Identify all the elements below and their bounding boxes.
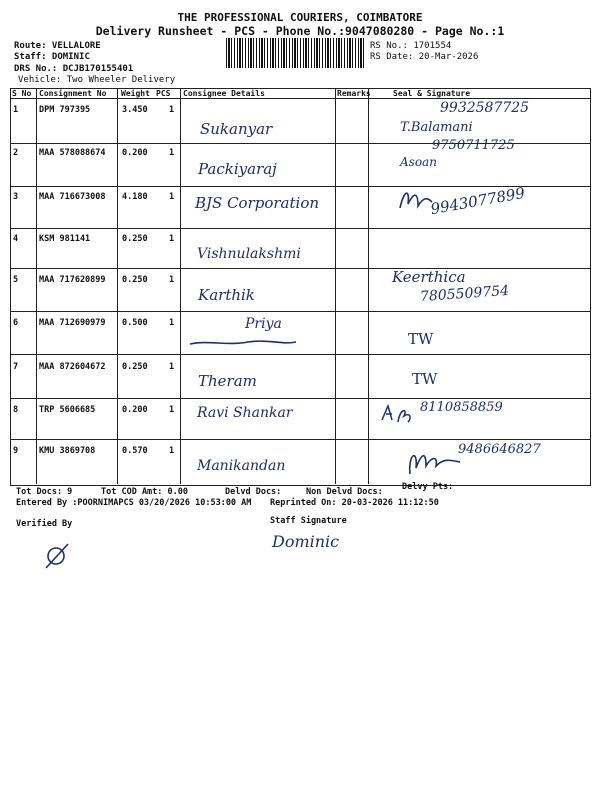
route: Route: VELLALORE — [14, 41, 101, 51]
row-sig-name: Keerthica — [392, 268, 466, 286]
col-consignment: Consignment No — [39, 89, 107, 98]
col-remarks: Remarks — [337, 89, 371, 98]
verifier-signature-icon — [40, 540, 74, 570]
row-sig-name: T.Balamani — [400, 120, 473, 135]
total-docs: Tot Docs: 9 — [16, 487, 73, 497]
row-consignment: MAA 716673008 — [39, 192, 106, 202]
staff-signature-hand: Dominic — [272, 532, 340, 551]
drs-number: DRS No.: DCJB170155401 — [14, 64, 134, 74]
staff: Staff: DOMINIC — [14, 52, 90, 62]
row-sno: 6 — [13, 318, 19, 328]
company-title: THE PROFESSIONAL COURIERS, COIMBATORE — [177, 11, 423, 24]
row-pcs: 1 — [169, 318, 175, 328]
rs-number: RS No.: 1701554 — [370, 41, 452, 51]
verified-by-label: Verified By — [16, 519, 73, 529]
row-consignee-hand: Theram — [198, 372, 257, 390]
entered-by: Entered By :POORNIMAPCS 03/20/2026 10:53:00 AM — [16, 498, 252, 508]
row-sig-initials: TW — [408, 330, 434, 348]
reprinted-on: Reprinted On: 20-03-2026 11:12:50 — [270, 498, 439, 508]
row-weight: 0.250 — [122, 275, 148, 285]
row-consignee-hand: Sukanyar — [200, 120, 273, 138]
row-pcs: 1 — [169, 105, 175, 115]
row-consignee-hand: BJS Corporation — [195, 194, 320, 212]
row-pcs: 1 — [169, 234, 175, 244]
row-weight: 0.200 — [122, 148, 148, 158]
row-sig-phone: 9750711725 — [432, 138, 515, 153]
staff-signature-label: Staff Signature — [270, 516, 347, 526]
row-sig-initials: TW — [412, 370, 438, 388]
row-consignment: MAA 717620899 — [39, 275, 106, 285]
signature-scribble-icon — [396, 186, 436, 216]
row-sno: 2 — [13, 148, 19, 158]
row-weight: 4.180 — [122, 192, 148, 202]
non-delivered-docs: Non Delvd Docs: — [306, 487, 383, 497]
row-consignee-hand: Priya — [245, 316, 282, 332]
row-weight: 0.570 — [122, 446, 148, 456]
col-weight: Weight — [121, 89, 150, 98]
signature-scribble-icon — [378, 402, 418, 426]
barcode — [226, 38, 366, 68]
row-sno: 1 — [13, 105, 19, 115]
row-sig-name: Asoan — [400, 155, 437, 169]
col-seal-signature: Seal & Signature — [393, 89, 471, 98]
row-pcs: 1 — [169, 148, 175, 158]
row-sno: 8 — [13, 405, 19, 415]
row-sno: 5 — [13, 275, 19, 285]
row-consignment: MAA 872604672 — [39, 362, 106, 372]
row-weight: 0.250 — [122, 234, 148, 244]
col-consignee: Consignee Details — [183, 89, 265, 98]
row-sig-phone: 9486646827 — [458, 442, 541, 457]
col-pcs: PCS — [156, 89, 171, 98]
row-pcs: 1 — [169, 446, 175, 456]
row-sig-phone: 9943077899 — [429, 183, 527, 219]
row-weight: 0.500 — [122, 318, 148, 328]
delivery-points: Delvy Pts: — [402, 482, 454, 492]
col-sno: S No — [12, 89, 32, 98]
row-consignment: MAA 578088674 — [39, 148, 106, 158]
row-sno: 9 — [13, 446, 19, 456]
row-pcs: 1 — [169, 275, 175, 285]
row-weight: 0.200 — [122, 405, 148, 415]
total-cod: Tot COD Amt: 0.00 — [101, 487, 188, 497]
delivered-docs: Delvd Docs: — [225, 487, 282, 497]
row-weight: 0.250 — [122, 362, 148, 372]
row-consignee-hand: Ravi Shankar — [197, 405, 293, 421]
row-pcs: 1 — [169, 405, 175, 415]
row-consignee-hand: Karthik — [198, 286, 255, 304]
row-sig-phone: 8110858859 — [420, 400, 503, 415]
row-consignment: DPM 797395 — [39, 105, 91, 115]
row-consignment: KSM 981141 — [39, 234, 91, 244]
strikethrough-scribble-icon — [188, 336, 298, 350]
row-consignment: TRP 5606685 — [39, 405, 96, 415]
row-consignee-hand: Manikandan — [197, 458, 286, 474]
row-pcs: 1 — [169, 362, 175, 372]
signature-scribble-icon — [404, 444, 464, 480]
row-pcs: 1 — [169, 192, 175, 202]
row-sno: 3 — [13, 192, 19, 202]
row-consignment: MAA 712690979 — [39, 318, 106, 328]
row-sno: 4 — [13, 234, 19, 244]
vehicle: Vehicle: Two Wheeler Delivery — [18, 75, 176, 85]
row-sig-phone: 9932587725 — [440, 100, 530, 116]
runsheet-subtitle: Delivery Runsheet - PCS - Phone No.:9047080280 - Page No.:1 — [95, 24, 505, 38]
row-sig-phone: 7805509754 — [419, 282, 510, 306]
row-consignee-hand: Vishnulakshmi — [197, 246, 301, 262]
row-consignee-hand: Packiyaraj — [198, 160, 277, 178]
row-consignment: KMU 3869708 — [39, 446, 96, 456]
row-weight: 3.450 — [122, 105, 148, 115]
row-sno: 7 — [13, 362, 19, 372]
rs-date: RS Date: 20-Mar-2026 — [370, 52, 479, 62]
